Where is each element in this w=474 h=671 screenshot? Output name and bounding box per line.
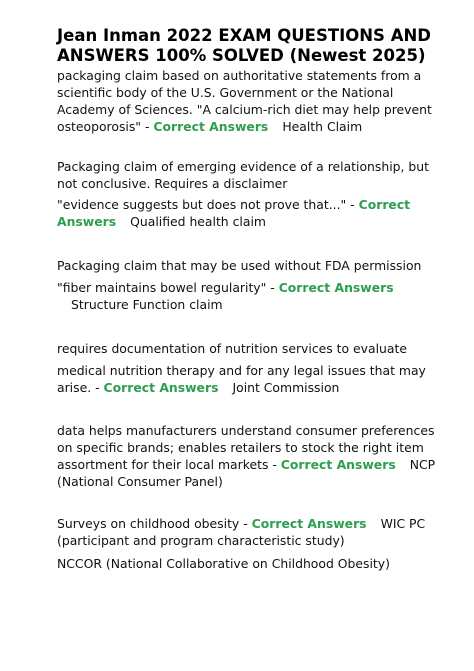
- question-text: data helps manufacturers understand consumer preferences on specific brands; enables retailers to stock the right item assortment for their local markets -: [57, 423, 435, 472]
- question-text: requires documentation of nutrition services to evaluate: [57, 341, 407, 356]
- answer-text: NCP (National Consumer Panel): [57, 457, 436, 489]
- answer-text: Qualified health claim: [130, 214, 266, 229]
- document-title: Jean Inman 2022 EXAM QUESTIONS AND ANSWERS 100% SOLVED (Newest 2025): [57, 26, 431, 65]
- qa-item-4: [57, 362, 449, 396]
- answer-text: Joint Commission: [232, 380, 340, 395]
- correct-answers-label: Correct Answers: [280, 457, 396, 472]
- answer-text: Health Claim: [282, 119, 363, 134]
- correct-answers-label: Correct Answers: [103, 380, 219, 395]
- question-text: Packaging claim that may be used without FDA permission: [57, 258, 422, 273]
- qa-item-4-question: [57, 340, 449, 357]
- correct-answers-label: Correct Answers: [251, 516, 367, 531]
- question-text: medical nutrition therapy and for any legal issues that may arise. -: [57, 363, 426, 395]
- question-text: packaging claim based on authoritative statements from a scientific body of the U.S. Government or the National Academy of Sciences. "A calcium-rich diet may help prevent osteoporosis" -: [57, 68, 432, 134]
- question-text: Surveys on childhood obesity -: [57, 516, 248, 531]
- correct-answers-label: Correct Answers: [57, 197, 411, 229]
- qa-item-7: [57, 555, 449, 572]
- qa-item-2-question: [57, 158, 449, 192]
- question-text: "evidence suggests but does not prove that..." -: [57, 197, 355, 212]
- question-text: "fiber maintains bowel regularity" -: [57, 280, 275, 295]
- correct-answers-label: Correct Answers: [153, 119, 269, 134]
- correct-answers-label: Correct Answers: [278, 280, 394, 295]
- qa-item-2: [57, 196, 449, 230]
- answer-text: Structure Function claim: [71, 297, 223, 312]
- qa-item-5: [57, 422, 449, 490]
- qa-item-6: [57, 515, 449, 549]
- qa-item-3-question: [57, 257, 449, 274]
- answer-text: WIC PC (participant and program characteristic study): [57, 516, 426, 548]
- qa-item-3: [57, 279, 449, 313]
- qa-item-1: [57, 67, 449, 135]
- question-text: NCCOR (National Collaborative on Childhood Obesity): [57, 556, 390, 571]
- question-text: Packaging claim of emerging evidence of a relationship, but not conclusive. Requires a disclaimer: [57, 159, 429, 191]
